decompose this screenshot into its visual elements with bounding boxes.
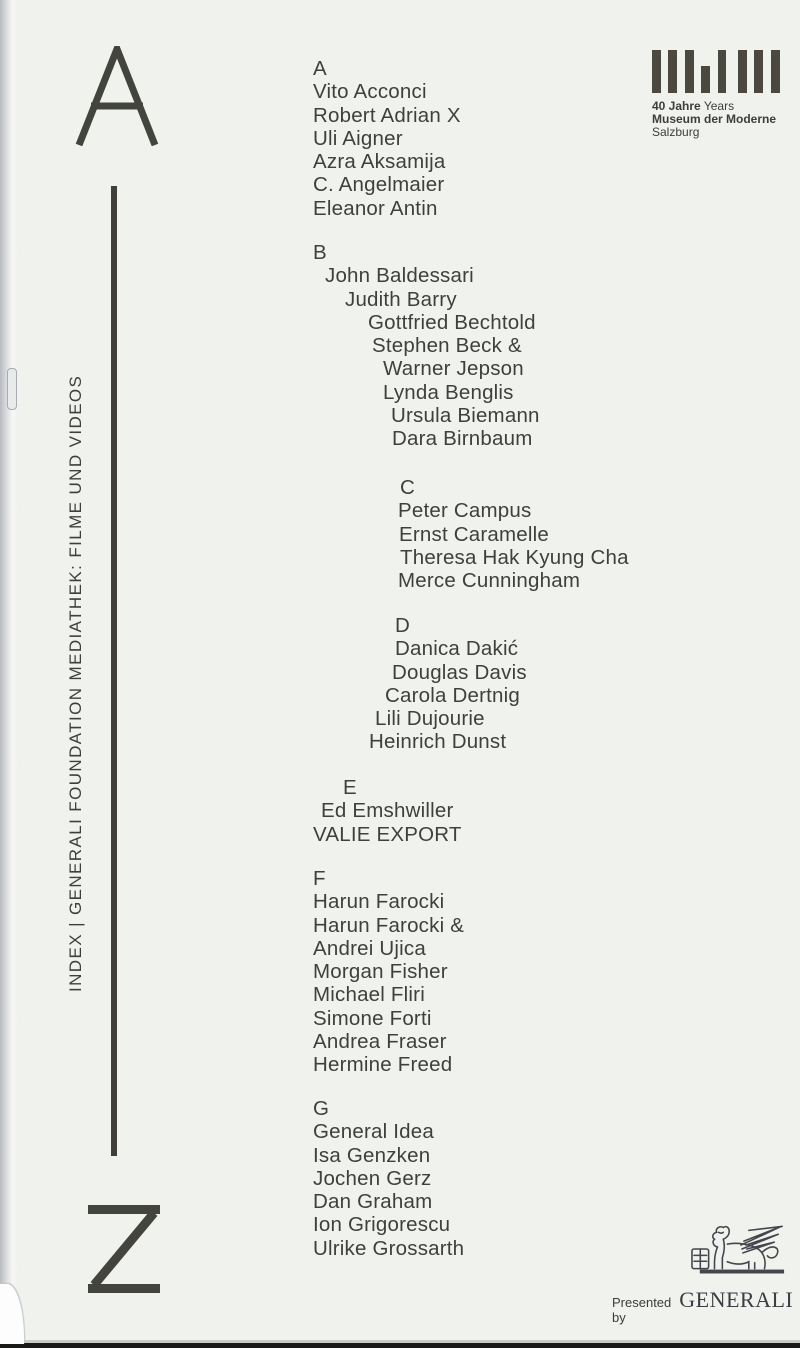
index-entry: Gottfried Bechtold — [368, 310, 536, 334]
section-letter: G — [313, 1097, 330, 1120]
index-entry: Andrea Fraser — [313, 1030, 447, 1054]
mdm-bar — [754, 50, 763, 93]
mdm-bars-icon — [652, 50, 787, 93]
mdm-bar — [738, 50, 747, 93]
index-entry: Eleanor Antin — [313, 196, 438, 220]
index-entry: Ulrike Grossarth — [313, 1236, 465, 1260]
index-entry: Theresa Hak Kyung Cha — [400, 545, 629, 569]
page-binding-edge — [0, 0, 18, 1348]
index-entry: John Baldessari — [325, 264, 474, 288]
generali-wordmark: GENERALI — [679, 1287, 794, 1312]
index-entry: Morgan Fisher — [313, 960, 448, 984]
index-entry: Warner Jepson — [383, 357, 524, 381]
vertical-title: INDEX | GENERALI FOUNDATION MEDIATHEK: FILME UND VIDEOS — [66, 374, 85, 992]
mdm-bar — [771, 50, 780, 93]
index-entry: Isa Genzken — [313, 1143, 431, 1167]
staple — [7, 368, 17, 410]
mdm-line-city: Salzburg — [652, 125, 700, 139]
page-corner-curl — [0, 1284, 24, 1344]
index-entry: Peter Campus — [398, 499, 532, 523]
section-letter: F — [313, 867, 326, 890]
vertical-rule — [111, 186, 117, 1156]
index-entry: VALIE EXPORT — [313, 822, 462, 846]
mdm-bar — [718, 50, 727, 93]
index-section-d — [313, 614, 527, 754]
section-letter: C — [400, 476, 416, 499]
index-entry: Dan Graham — [313, 1190, 433, 1214]
index-section-c — [313, 476, 629, 592]
index-section-e — [313, 776, 462, 846]
index-entry: Douglas Davis — [392, 660, 527, 684]
mdm-logo — [652, 50, 787, 139]
mdm-bar — [685, 50, 694, 93]
index-section-b — [313, 241, 540, 451]
index-entry: Ursula Biemann — [391, 404, 540, 428]
big-letter-a — [74, 46, 160, 146]
index-entry: Andrei Ujica — [313, 936, 426, 960]
section-letter: A — [313, 57, 327, 80]
index-entry: Hermine Freed — [313, 1053, 453, 1077]
index-section-a — [313, 57, 461, 220]
index-entry: Ed Emshwiller — [321, 799, 454, 823]
presented-by-label: Presented by — [612, 1295, 672, 1325]
mdm-bar — [652, 50, 661, 93]
mdm-logo-text — [652, 100, 787, 139]
index-entry: Lili Dujourie — [375, 707, 485, 731]
index-entry: General Idea — [313, 1120, 434, 1144]
mdm-line-museum: Museum der Moderne — [652, 112, 777, 126]
index-entry: Azra Aksamija — [313, 150, 446, 174]
index-entry: Vito Acconci — [313, 80, 427, 104]
index-entry: Lynda Benglis — [383, 380, 514, 404]
generali-lion-logo-icon — [690, 1218, 788, 1285]
mdm-line-anniversary: 40 Jahre Years — [652, 99, 735, 113]
index-entry: Carola Dertnig — [385, 683, 520, 707]
index-entry: Ion Grigorescu — [313, 1213, 451, 1237]
index-entry: C. Angelmaier — [313, 173, 445, 197]
index-entry: Merce Cunningham — [398, 569, 581, 593]
section-letter: B — [313, 241, 327, 264]
index-section-f — [313, 867, 464, 1077]
generali-block — [612, 1218, 794, 1325]
mdm-bar — [701, 66, 710, 93]
big-letter-z — [85, 1203, 163, 1295]
index-entry: Stephen Beck & — [372, 334, 522, 358]
index-entry: Uli Aigner — [313, 126, 403, 150]
index-entry: Jochen Gerz — [313, 1166, 432, 1190]
index-section-g — [313, 1097, 464, 1260]
index-entry: Ernst Caramelle — [399, 522, 549, 546]
section-letter: D — [395, 614, 411, 637]
index-entry: Harun Farocki — [313, 890, 445, 914]
index-entry: Harun Farocki & — [313, 913, 465, 937]
index-entry: Dara Birnbaum — [392, 427, 533, 451]
mdm-bar — [668, 50, 677, 93]
section-letter: E — [343, 776, 357, 799]
index-entry: Judith Barry — [345, 287, 457, 311]
index-entry: Robert Adrian X — [313, 103, 461, 127]
index-entry: Heinrich Dunst — [369, 730, 507, 754]
index-entry: Danica Dakić — [395, 637, 519, 661]
index-entry: Michael Fliri — [313, 983, 425, 1007]
scan-bottom-edge — [0, 1343, 800, 1348]
index-entry: Simone Forti — [313, 1006, 432, 1030]
